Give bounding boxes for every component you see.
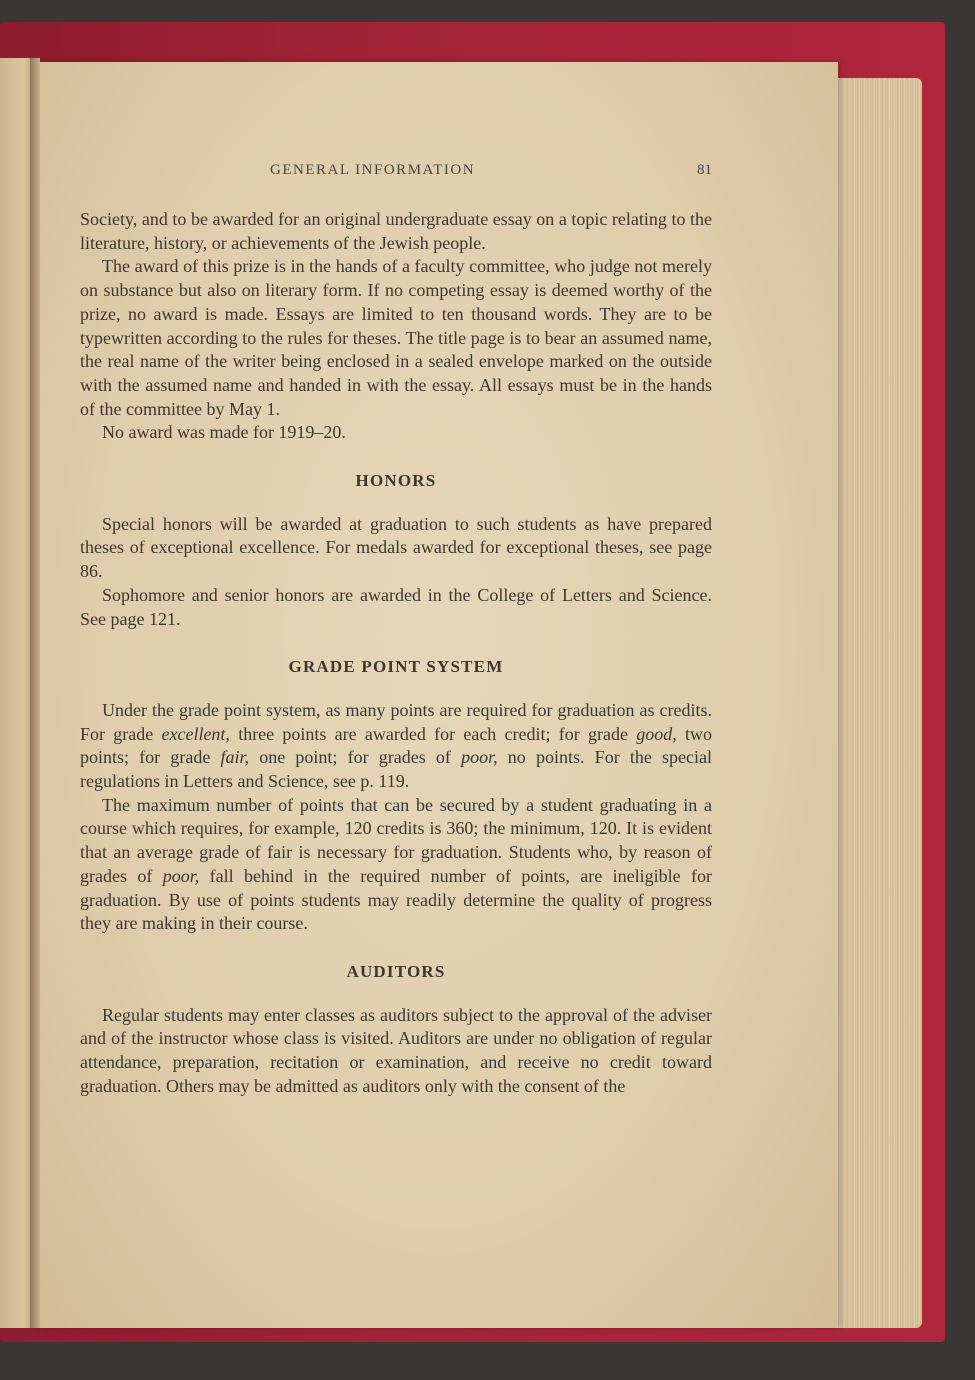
grade-point-paragraph-2 [80, 794, 712, 936]
grade-poor: poor, [461, 747, 498, 768]
grade-max-text-a: The maximum number of points that can be secured by a student graduating in a course which requires, for example, 120 credits is 360; the minimum, 120. It is evident that an average grade of fair is necessary for graduation. Students who, by reason of grades of [80, 794, 712, 886]
page-number: 81 [697, 162, 712, 178]
running-title: GENERAL INFORMATION [270, 162, 476, 178]
book-gutter [30, 58, 40, 1328]
grade-text-b: three points are awarded for each credit; for grade [229, 723, 637, 744]
honors-heading: HONORS [355, 471, 437, 491]
intro-paragraph-2: The award of this prize is in the hands of a faculty committee, who judge not merely on substance but also on literary form. If no competing essay is deemed worthy of the prize, no award is made. Essays are limited to ten thousand words. They are to be typewritten according to the rules for theses. The title page is to bear an assumed name, the real name of the writer being enclosed in a sealed envelope marked on the outside with the assumed name and handed in with the essay. All essays must be in the hands of the committee by May 1. [80, 256, 712, 419]
grade-fair: fair, [220, 747, 250, 768]
grade-text-d: one point; for grades of [249, 747, 462, 768]
running-head [80, 162, 712, 182]
previous-page-edge [0, 58, 34, 1328]
honors-paragraph-1: Special honors will be awarded at graduation to such students as have prepared theses of exceptional excellence. For medals awarded for exceptional theses, see page 86. [80, 513, 712, 582]
intro-paragraph-3: No award was made for 1919–20. [102, 422, 346, 443]
grade-max-text-b: fall behind in the required number of points, are ineligible for graduation. By use of points students may readily determine the quality of progress they are making in their course. [80, 865, 712, 934]
grade-text-e: no points. For the special regulations in Letters and Science, see p. 119. [80, 747, 713, 792]
auditors-heading: AUDITORS [346, 961, 446, 981]
grade-good: good, [636, 723, 677, 744]
intro-paragraph-1: Society, and to be awarded for an original undergraduate essay on a topic relating to the literature, history, or achievements of the Jewish people. [80, 209, 712, 253]
page-body [80, 208, 712, 1099]
grade-text-a: Under the grade point system, as many points are required for graduation as credits. For grade [80, 699, 712, 744]
auditors-paragraph-1: Regular students may enter classes as auditors subject to the approval of the adviser and of the instructor whose class is visited. Auditors are under no obligation of regular attendance, preparation, recitation or examination, and receive no credit toward graduation. Others may be admitted as auditors only with the consent of the [80, 1004, 712, 1096]
page-edges [826, 78, 922, 1328]
honors-paragraph-2: Sophomore and senior honors are awarded in the College of Letters and Science. See page 121. [80, 584, 712, 629]
grade-text-c: two points; for grade [80, 723, 712, 768]
grade-point-heading: GRADE POINT SYSTEM [288, 657, 504, 677]
grade-point-paragraph-1 [80, 699, 712, 794]
grade-excellent: excellent, [161, 723, 230, 744]
grade-poor-2: poor, [162, 865, 200, 886]
